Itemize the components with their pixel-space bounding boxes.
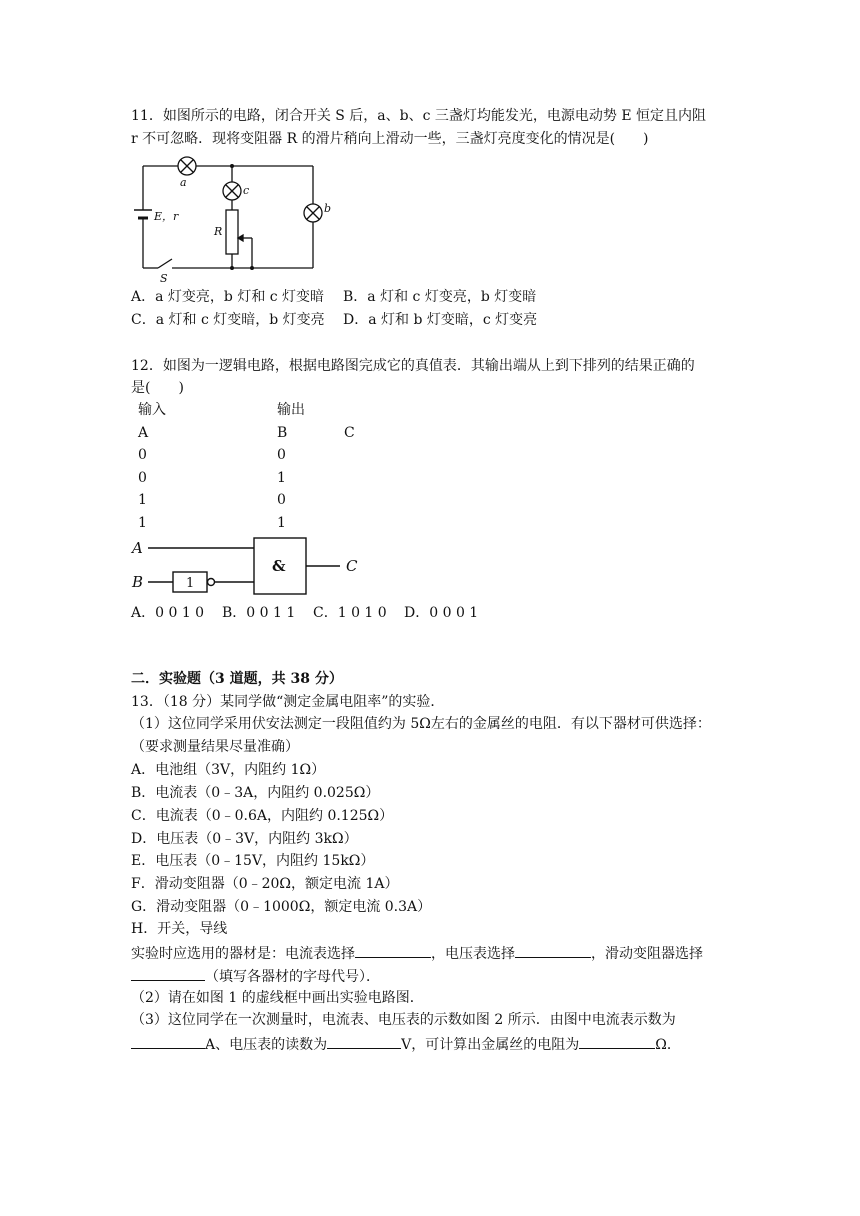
table-col-b: B (277, 425, 288, 441)
choose-text: ，电压表选择 (431, 946, 515, 962)
q13-part3-line1: （3）这位同学在一次测量时，电流表、电压表的示数如图 2 所示．由图中电流表示数为 (131, 1012, 676, 1028)
input-a-label: A (132, 539, 143, 557)
q12-option-a[interactable]: A．0 0 1 0 (131, 605, 205, 621)
battery-label: E，r (154, 210, 179, 223)
part3-text: Ω． (655, 1037, 681, 1053)
voltmeter-answer-blank[interactable] (515, 942, 591, 958)
equipment-item: C．电流表（0﹣0.6A，内阻约 0.125Ω） (131, 808, 394, 824)
choose-text: ，滑动变阻器选择 (591, 946, 703, 962)
table-cell: 1 (277, 470, 286, 486)
voltage-answer-blank[interactable] (327, 1033, 401, 1049)
table-cell: 1 (138, 492, 147, 508)
q11-stem-line2: r 不可忽略．现将变阻器 R 的滑片稍向上滑动一些，三盏灯亮度变化的情况是( ) (131, 131, 649, 147)
table-input-header: 输入 (138, 402, 166, 418)
ammeter-answer-blank[interactable] (355, 942, 431, 958)
choose-text: （填写各器材的字母代号）． (205, 969, 380, 985)
q13-choose-line2 (131, 965, 380, 987)
table-cell: 0 (277, 447, 286, 463)
equipment-item: A．电池组（3V，内阻约 1Ω） (131, 762, 326, 778)
equipment-item: G．滑动变阻器（0﹣1000Ω，额定电流 0.3A） (131, 899, 432, 915)
table-cell: 0 (138, 447, 147, 463)
q11-option-d[interactable]: D．a 灯和 b 灯变暗，c 灯变亮 (343, 312, 538, 328)
input-b-label: B (132, 573, 144, 591)
q11-options-row2 (131, 310, 537, 330)
q12-option-c[interactable]: C．1 0 1 0 (313, 605, 387, 621)
section-heading: 二．实验题（3 道题，共 38 分） (131, 671, 343, 687)
table-col-a: A (138, 425, 149, 441)
rheostat-answer-blank[interactable] (131, 965, 205, 981)
equipment-item: D．电压表（0﹣3V，内阻约 3kΩ） (131, 831, 358, 847)
switch-label: S (160, 272, 168, 285)
q11-option-c[interactable]: C．a 灯和 c 灯变暗，b 灯变亮 (131, 312, 325, 328)
output-c-label: C (346, 557, 358, 575)
equipment-item: E．电压表（0﹣15V，内阻约 15kΩ） (131, 853, 375, 869)
q11-stem-line1: 11．如图所示的电路，闭合开关 S 后，a、b、c 三盏灯均能发光，电源电动势 E 恒定且内阻 (131, 108, 707, 124)
q12-stem-line1: 12．如图为一逻辑电路，根据电路图完成它的真值表．其输出端从上到下排列的结果正确的 (131, 358, 695, 374)
rheostat-label: R (214, 225, 223, 238)
table-output-header: 输出 (277, 402, 305, 418)
q11-circuit-figure (128, 152, 332, 285)
lamp-b-label: b (324, 202, 332, 215)
table-cell: 1 (138, 515, 147, 531)
q13-stem: 13．（18 分）某同学做“测定金属电阻率”的实验． (131, 694, 445, 710)
q13-part2: （2）请在如图 1 的虚线框中画出实验电路图． (131, 990, 424, 1006)
q13-part3-line2 (131, 1033, 681, 1055)
table-col-c: C (344, 425, 355, 441)
table-cell: 0 (138, 470, 147, 486)
lamp-c-label: c (243, 184, 250, 197)
part3-text: A、电压表的读数为 (205, 1037, 328, 1053)
q13-part1-line2: （要求测量结果尽量准确） (131, 739, 299, 755)
q11-option-b[interactable]: B．a 灯和 c 灯变亮，b 灯变暗 (343, 289, 537, 305)
q13-part1-line1: （1）这位同学采用伏安法测定一段阻值约为 5Ω左右的金属丝的电阻．有以下器材可供选择： (131, 716, 711, 732)
equipment-item: F．滑动变阻器（0﹣20Ω，额定电流 1A） (131, 876, 399, 892)
q11-options-row1 (131, 287, 536, 307)
lamp-a-label: a (180, 176, 187, 189)
q13-choose-line (131, 942, 703, 964)
equipment-item: H．开关，导线 (131, 921, 228, 937)
q11-option-a[interactable]: A．a 灯变亮，b 灯和 c 灯变暗 (131, 289, 325, 305)
q12-options (131, 603, 478, 623)
choose-text: 实验时应选用的器材是：电流表选择 (131, 946, 355, 962)
equipment-item: B．电流表（0﹣3A，内阻约 0.025Ω） (131, 785, 380, 801)
q12-logic-figure (128, 533, 368, 601)
and-gate-label: & (272, 557, 286, 575)
table-cell: 0 (277, 492, 286, 508)
part3-text: V，可计算出金属丝的电阻为 (401, 1037, 580, 1053)
resistance-answer-blank[interactable] (579, 1033, 655, 1049)
current-answer-blank[interactable] (131, 1033, 205, 1049)
q12-stem-line2: 是( ) (131, 380, 184, 396)
q12-option-b[interactable]: B．0 0 1 1 (222, 605, 296, 621)
table-cell: 1 (277, 515, 286, 531)
q12-option-d[interactable]: D．0 0 0 1 (404, 605, 479, 621)
not-gate-label: 1 (186, 576, 195, 591)
